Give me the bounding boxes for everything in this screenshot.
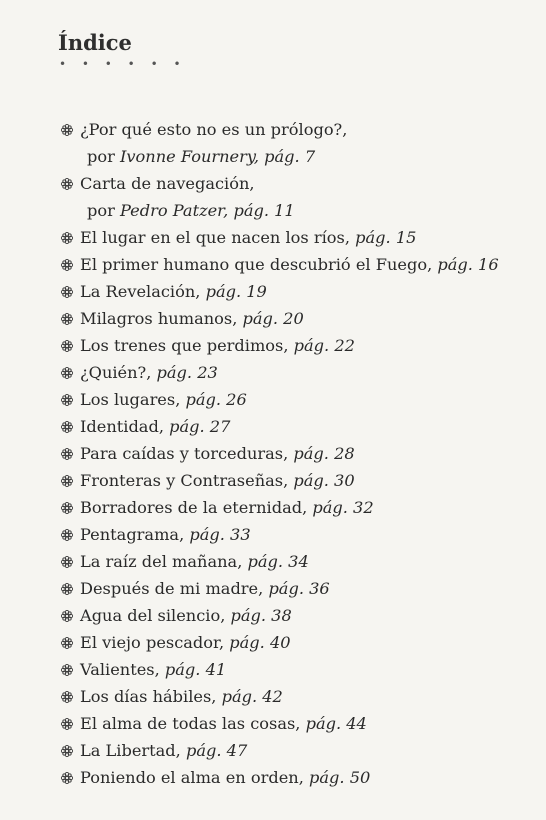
rosette-ornament-icon: [60, 310, 80, 324]
entry-page: pág. 40: [229, 633, 291, 652]
rosette-ornament-icon: [60, 175, 80, 189]
entry-title: La raíz del mañana,: [80, 552, 243, 571]
entry-page: pág. 27: [169, 417, 231, 436]
entry-title: Los días hábiles,: [80, 687, 217, 706]
entry-page: pág. 16: [437, 255, 499, 274]
toc-entry: [60, 521, 530, 548]
entry-page: pág. 36: [268, 579, 330, 598]
entry-title: El alma de todas las cosas,: [80, 714, 301, 733]
entry-title: Milagros humanos,: [80, 309, 238, 328]
rosette-ornament-icon: [60, 391, 80, 405]
rosette-ornament-icon: [60, 229, 80, 243]
entry-page: pág. 11: [233, 201, 295, 220]
entry-title: Valientes,: [80, 660, 160, 679]
entry-title: Pentagrama,: [80, 525, 185, 544]
toc-entry: [60, 494, 530, 521]
rosette-ornament-icon: [60, 337, 80, 351]
entry-title: Carta de navegación,: [80, 174, 255, 193]
rosette-ornament-icon: [60, 364, 80, 378]
entry-page: pág. 19: [205, 282, 267, 301]
entry-title: Agua del silencio,: [80, 606, 226, 625]
entry-title: Identidad,: [80, 417, 164, 436]
toc-entry: [60, 413, 530, 440]
entry-page: pág. 7: [264, 147, 316, 166]
toc-entry: [60, 116, 530, 143]
rosette-ornament-icon: [60, 769, 80, 783]
entry-title: El viejo pescador,: [80, 633, 225, 652]
entry-title: El lugar en el que nacen los ríos,: [80, 228, 350, 247]
rosette-ornament-icon: [60, 715, 80, 729]
rosette-ornament-icon: [60, 121, 80, 135]
entry-page: pág. 22: [293, 336, 355, 355]
entry-page: pág. 28: [293, 444, 355, 463]
rosette-ornament-icon: [60, 607, 80, 621]
toc-entry: [60, 359, 530, 386]
entry-title: Los trenes que perdimos,: [80, 336, 289, 355]
entry-title: ¿Por qué esto no es un prólogo?,: [80, 120, 348, 139]
toc-entry: [60, 683, 530, 710]
rosette-ornament-icon: [60, 256, 80, 270]
title-dots-divider: • • • • • •: [59, 57, 187, 71]
rosette-ornament-icon: [60, 418, 80, 432]
entry-title: La Revelación,: [80, 282, 201, 301]
rosette-ornament-icon: [60, 553, 80, 567]
toc-entry-author-line: [60, 143, 530, 170]
rosette-ornament-icon: [60, 283, 80, 297]
toc-entry: [60, 764, 530, 791]
entry-page: pág. 41: [164, 660, 227, 679]
toc-entry: [60, 251, 530, 278]
toc-entry: [60, 710, 530, 737]
toc-entry: [60, 278, 530, 305]
entry-page: pág. 32: [312, 498, 374, 517]
toc-entry-author-line: [60, 197, 530, 224]
entry-author: Pedro Patzer,: [120, 201, 229, 220]
toc-entry: [60, 737, 530, 764]
entry-title: Para caídas y torceduras,: [80, 444, 289, 463]
toc-entry: [60, 656, 530, 683]
toc-entry: [60, 170, 530, 197]
rosette-ornament-icon: [60, 634, 80, 648]
entry-page: pág. 34: [247, 552, 309, 571]
rosette-ornament-icon: [60, 445, 80, 459]
entry-page: pág. 23: [156, 363, 218, 382]
entry-page: pág. 44: [305, 714, 367, 733]
entry-title: La Libertad,: [80, 741, 181, 760]
entry-page: pág. 42: [221, 687, 283, 706]
entry-title: Los lugares,: [80, 390, 181, 409]
rosette-ornament-icon: [60, 742, 80, 756]
rosette-ornament-icon: [60, 688, 80, 702]
toc-entry: [60, 575, 530, 602]
entry-title: ¿Quién?,: [80, 363, 152, 382]
toc-entry: [60, 602, 530, 629]
toc-entry: [60, 440, 530, 467]
table-of-contents: [60, 116, 530, 791]
rosette-ornament-icon: [60, 472, 80, 486]
entry-page: pág. 38: [230, 606, 292, 625]
toc-entry: [60, 332, 530, 359]
entry-page: pág. 33: [189, 525, 251, 544]
toc-entry: [60, 548, 530, 575]
entry-title: El primer humano que descubrió el Fuego,: [80, 255, 433, 274]
rosette-ornament-icon: [60, 580, 80, 594]
toc-entry: [60, 386, 530, 413]
rosette-ornament-icon: [60, 661, 80, 675]
entry-title: Poniendo el alma en orden,: [80, 768, 304, 787]
toc-entry: [60, 467, 530, 494]
rosette-ornament-icon: [60, 526, 80, 540]
entry-title: Después de mi madre,: [80, 579, 264, 598]
entry-title: Fronteras y Contraseñas,: [80, 471, 289, 490]
toc-entry: [60, 629, 530, 656]
entry-by: por: [87, 147, 115, 166]
entry-author: Ivonne Fournery,: [120, 147, 260, 166]
entry-by: por: [87, 201, 115, 220]
entry-page: pág. 20: [242, 309, 304, 328]
toc-entry: [60, 305, 530, 332]
entry-title: Borradores de la eternidad,: [80, 498, 308, 517]
rosette-ornament-icon: [60, 499, 80, 513]
toc-entry: [60, 224, 530, 251]
entry-page: pág. 26: [185, 390, 247, 409]
entry-page: pág. 15: [355, 228, 417, 247]
entry-page: pág. 47: [185, 741, 248, 760]
entry-page: pág. 30: [293, 471, 355, 490]
entry-page: pág. 50: [309, 768, 371, 787]
page-title: Índice: [58, 30, 132, 55]
